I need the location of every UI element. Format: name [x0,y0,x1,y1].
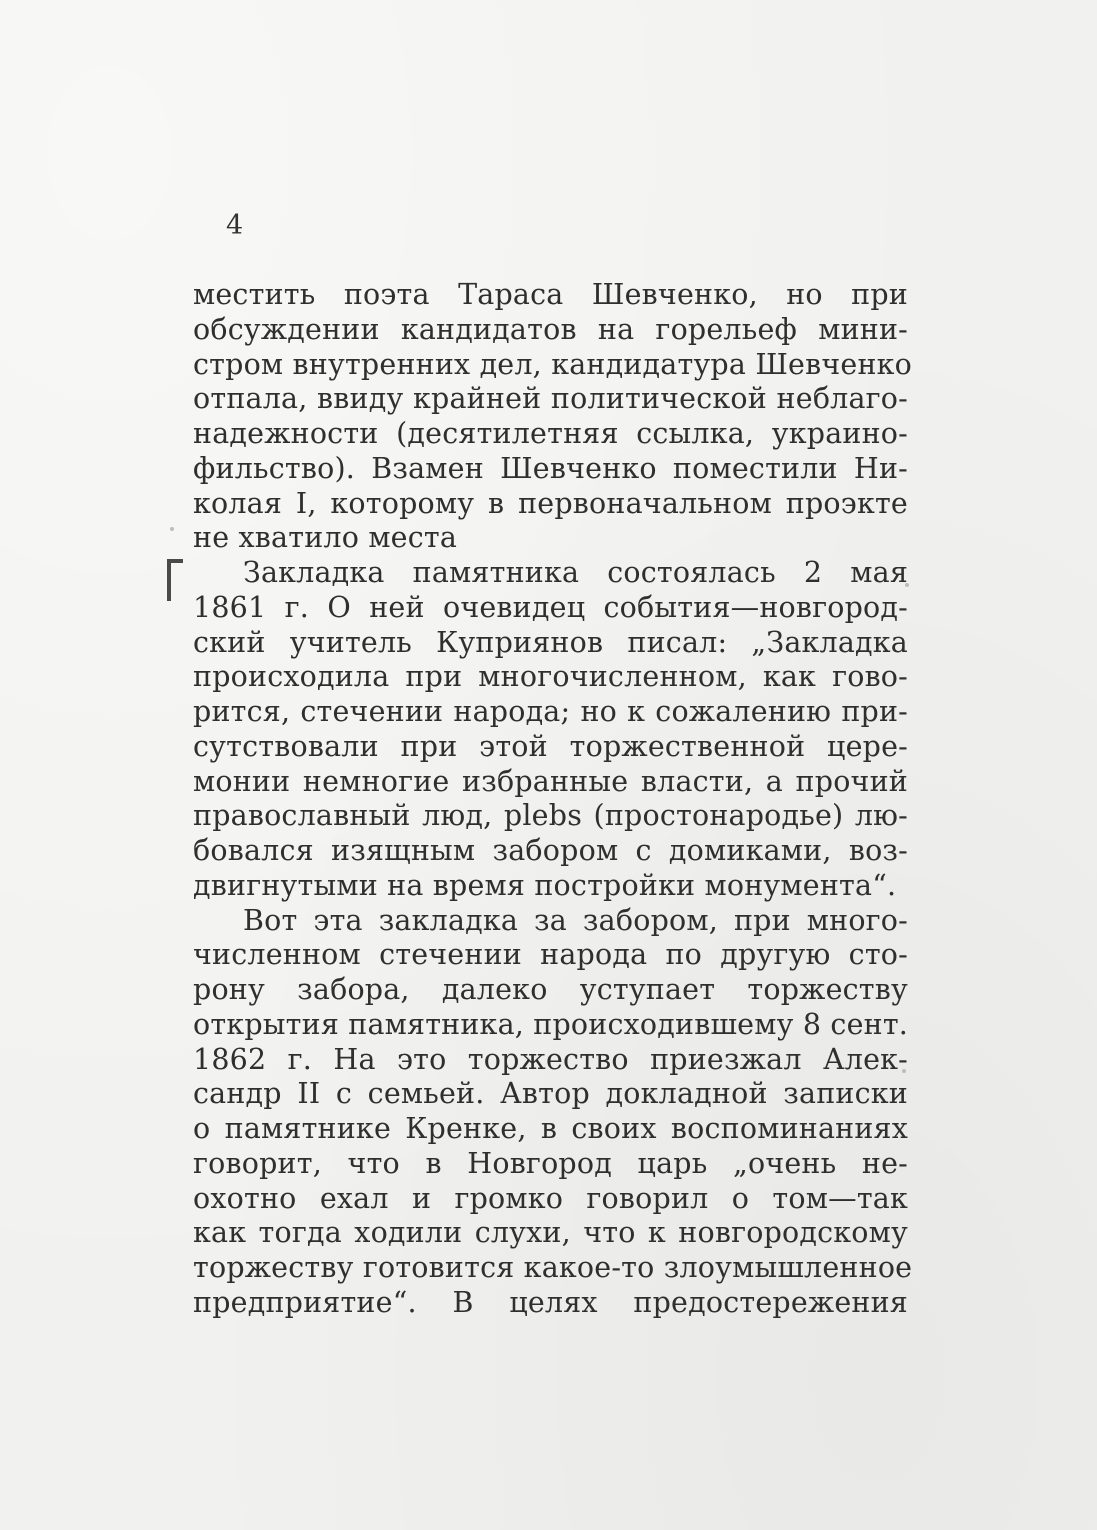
text-line: охотно ехал и громко говорил о том—так [193,1181,908,1215]
paper-speck [170,527,174,531]
margin-bracket-mark [164,555,186,601]
text-line: открытия памятника, происходившему 8 сент. [193,1007,909,1041]
text-line: надежности (десятилетняя ссылка, украино- [193,417,908,450]
text-line: сутствовали при этой торжественной цере- [193,729,908,763]
text-line: обсуждении кандидатов на горельеф мини- [193,312,908,346]
text-line: ский учитель Куприянов писал: „Закладка [193,625,908,659]
text-line: православный люд, plebs (простонародье) лю- [193,799,908,833]
text-line: рится, стечении народа; но к сожалению при- [193,695,908,728]
text-line: говорит, что в Новгород царь „очень не- [193,1146,908,1180]
text-line: о памятнике Кренке, в своих воспоминаниях [193,1112,908,1145]
text-line: отпала, ввиду крайней политической неблаго- [193,382,908,416]
text-line: местить поэта Тараса Шевченко, но при [193,278,908,311]
text-line: численном стечении народа по другую сто- [193,938,908,972]
text-line: торжеству готовится какое-то злоумышленное [193,1251,913,1284]
body-text [193,278,913,1321]
text-line: колая I, которому в первоначальном проэкте [193,486,908,520]
text-line: стром внутренних дел, кандидатура Шевченко [193,347,913,381]
text-line: бовался изящным забором с домиками, воз- [193,834,908,867]
text-line: Закладка памятника состоялась 2 мая [243,556,908,589]
text-line: происходила при многочисленном, как гово- [193,660,908,694]
text-line: предприятие“. В целях предостережения [193,1285,908,1319]
text-line: 1861 г. О ней очевидец события—новгород- [193,590,908,624]
text-line: фильство). Взамен Шевченко поместили Ни- [193,451,908,485]
page-number: 4 [226,210,244,241]
text-line: монии немногие избранные власти, а прочий [193,764,908,798]
text-line: как тогда ходили слухи, что к новгородскому [193,1216,908,1250]
text-line: рону забора, далеко уступает торжеству [193,973,908,1006]
text-line: 1862 г. На это торжество приезжал Алек- [193,1042,908,1076]
text-line: не хватило места [193,521,458,555]
text-line: двигнутыми на время постройки монумента“. [193,868,897,902]
text-line: Вот эта закладка за забором, при много- [243,903,908,937]
text-line: сандр II с семьей. Автор докладной записки [193,1077,908,1111]
